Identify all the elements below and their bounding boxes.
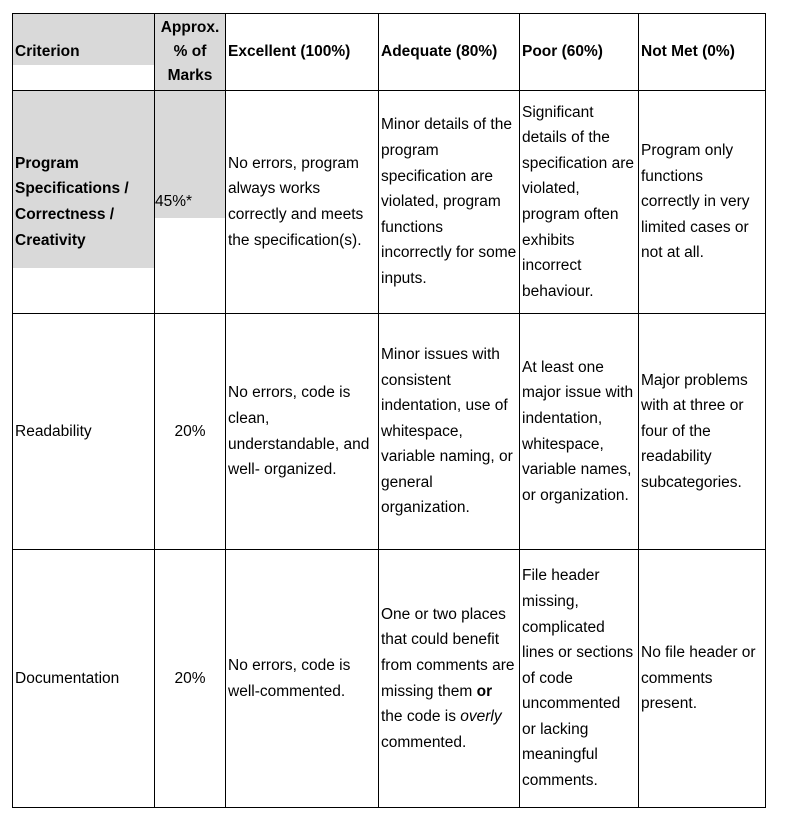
row-not-met: No file header or comments present. [639, 550, 766, 808]
row-criterion: Program Specifications / Correctness / Creativity [13, 91, 155, 314]
row-criterion: Readability [13, 314, 155, 550]
row-poor: At least one major issue with indentation, whitespace, variable names, or organization. [520, 314, 639, 550]
row-adequate: Minor issues with consistent indentation, use of whitespace, variable naming, or general organization. [379, 314, 520, 550]
row-adequate [379, 550, 520, 808]
header-marks: Approx. % of Marks [155, 14, 226, 91]
adequate-text-3: commented. [381, 733, 467, 751]
row-criterion: Documentation [13, 550, 155, 808]
header-row [13, 14, 766, 91]
table-row [13, 91, 766, 314]
adequate-bold-or: or [476, 682, 493, 700]
table-row [13, 550, 766, 808]
row-excellent: No errors, code is clean, understandable, and well- organized. [226, 314, 379, 550]
adequate-italic-overly: overly [460, 708, 502, 726]
row-marks: 45%* [155, 91, 226, 314]
table-row [13, 314, 766, 550]
row-poor: File header missing, complicated lines or sections of code uncommented or lacking meaningful comments. [520, 550, 639, 808]
row-not-met: Major problems with at three or four of the readability subcategories. [639, 314, 766, 550]
header-poor: Poor (60%) [520, 14, 639, 91]
adequate-text-1: One or two places that could benefit from comments are missing them [381, 605, 515, 700]
header-not-met: Not Met (0%) [639, 14, 766, 91]
rubric-table [12, 13, 766, 808]
adequate-text-2: the code is [381, 708, 456, 726]
row-not-met: Program only functions correctly in very limited cases or not at all. [639, 91, 766, 314]
header-criterion: Criterion [13, 14, 155, 91]
header-excellent: Excellent (100%) [226, 14, 379, 91]
row-poor: Significant details of the specification are violated, program often exhibits incorrect behaviour. [520, 91, 639, 314]
row-excellent: No errors, code is well-commented. [226, 550, 379, 808]
row-excellent: No errors, program always works correctly and meets the specification(s). [226, 91, 379, 314]
intro-line [0, 0, 789, 9]
row-marks: 20% [155, 314, 226, 550]
row-marks: 20% [155, 550, 226, 808]
row-adequate: Minor details of the program specification are violated, program functions incorrectly for some inputs. [379, 91, 520, 314]
header-adequate: Adequate (80%) [379, 14, 520, 91]
